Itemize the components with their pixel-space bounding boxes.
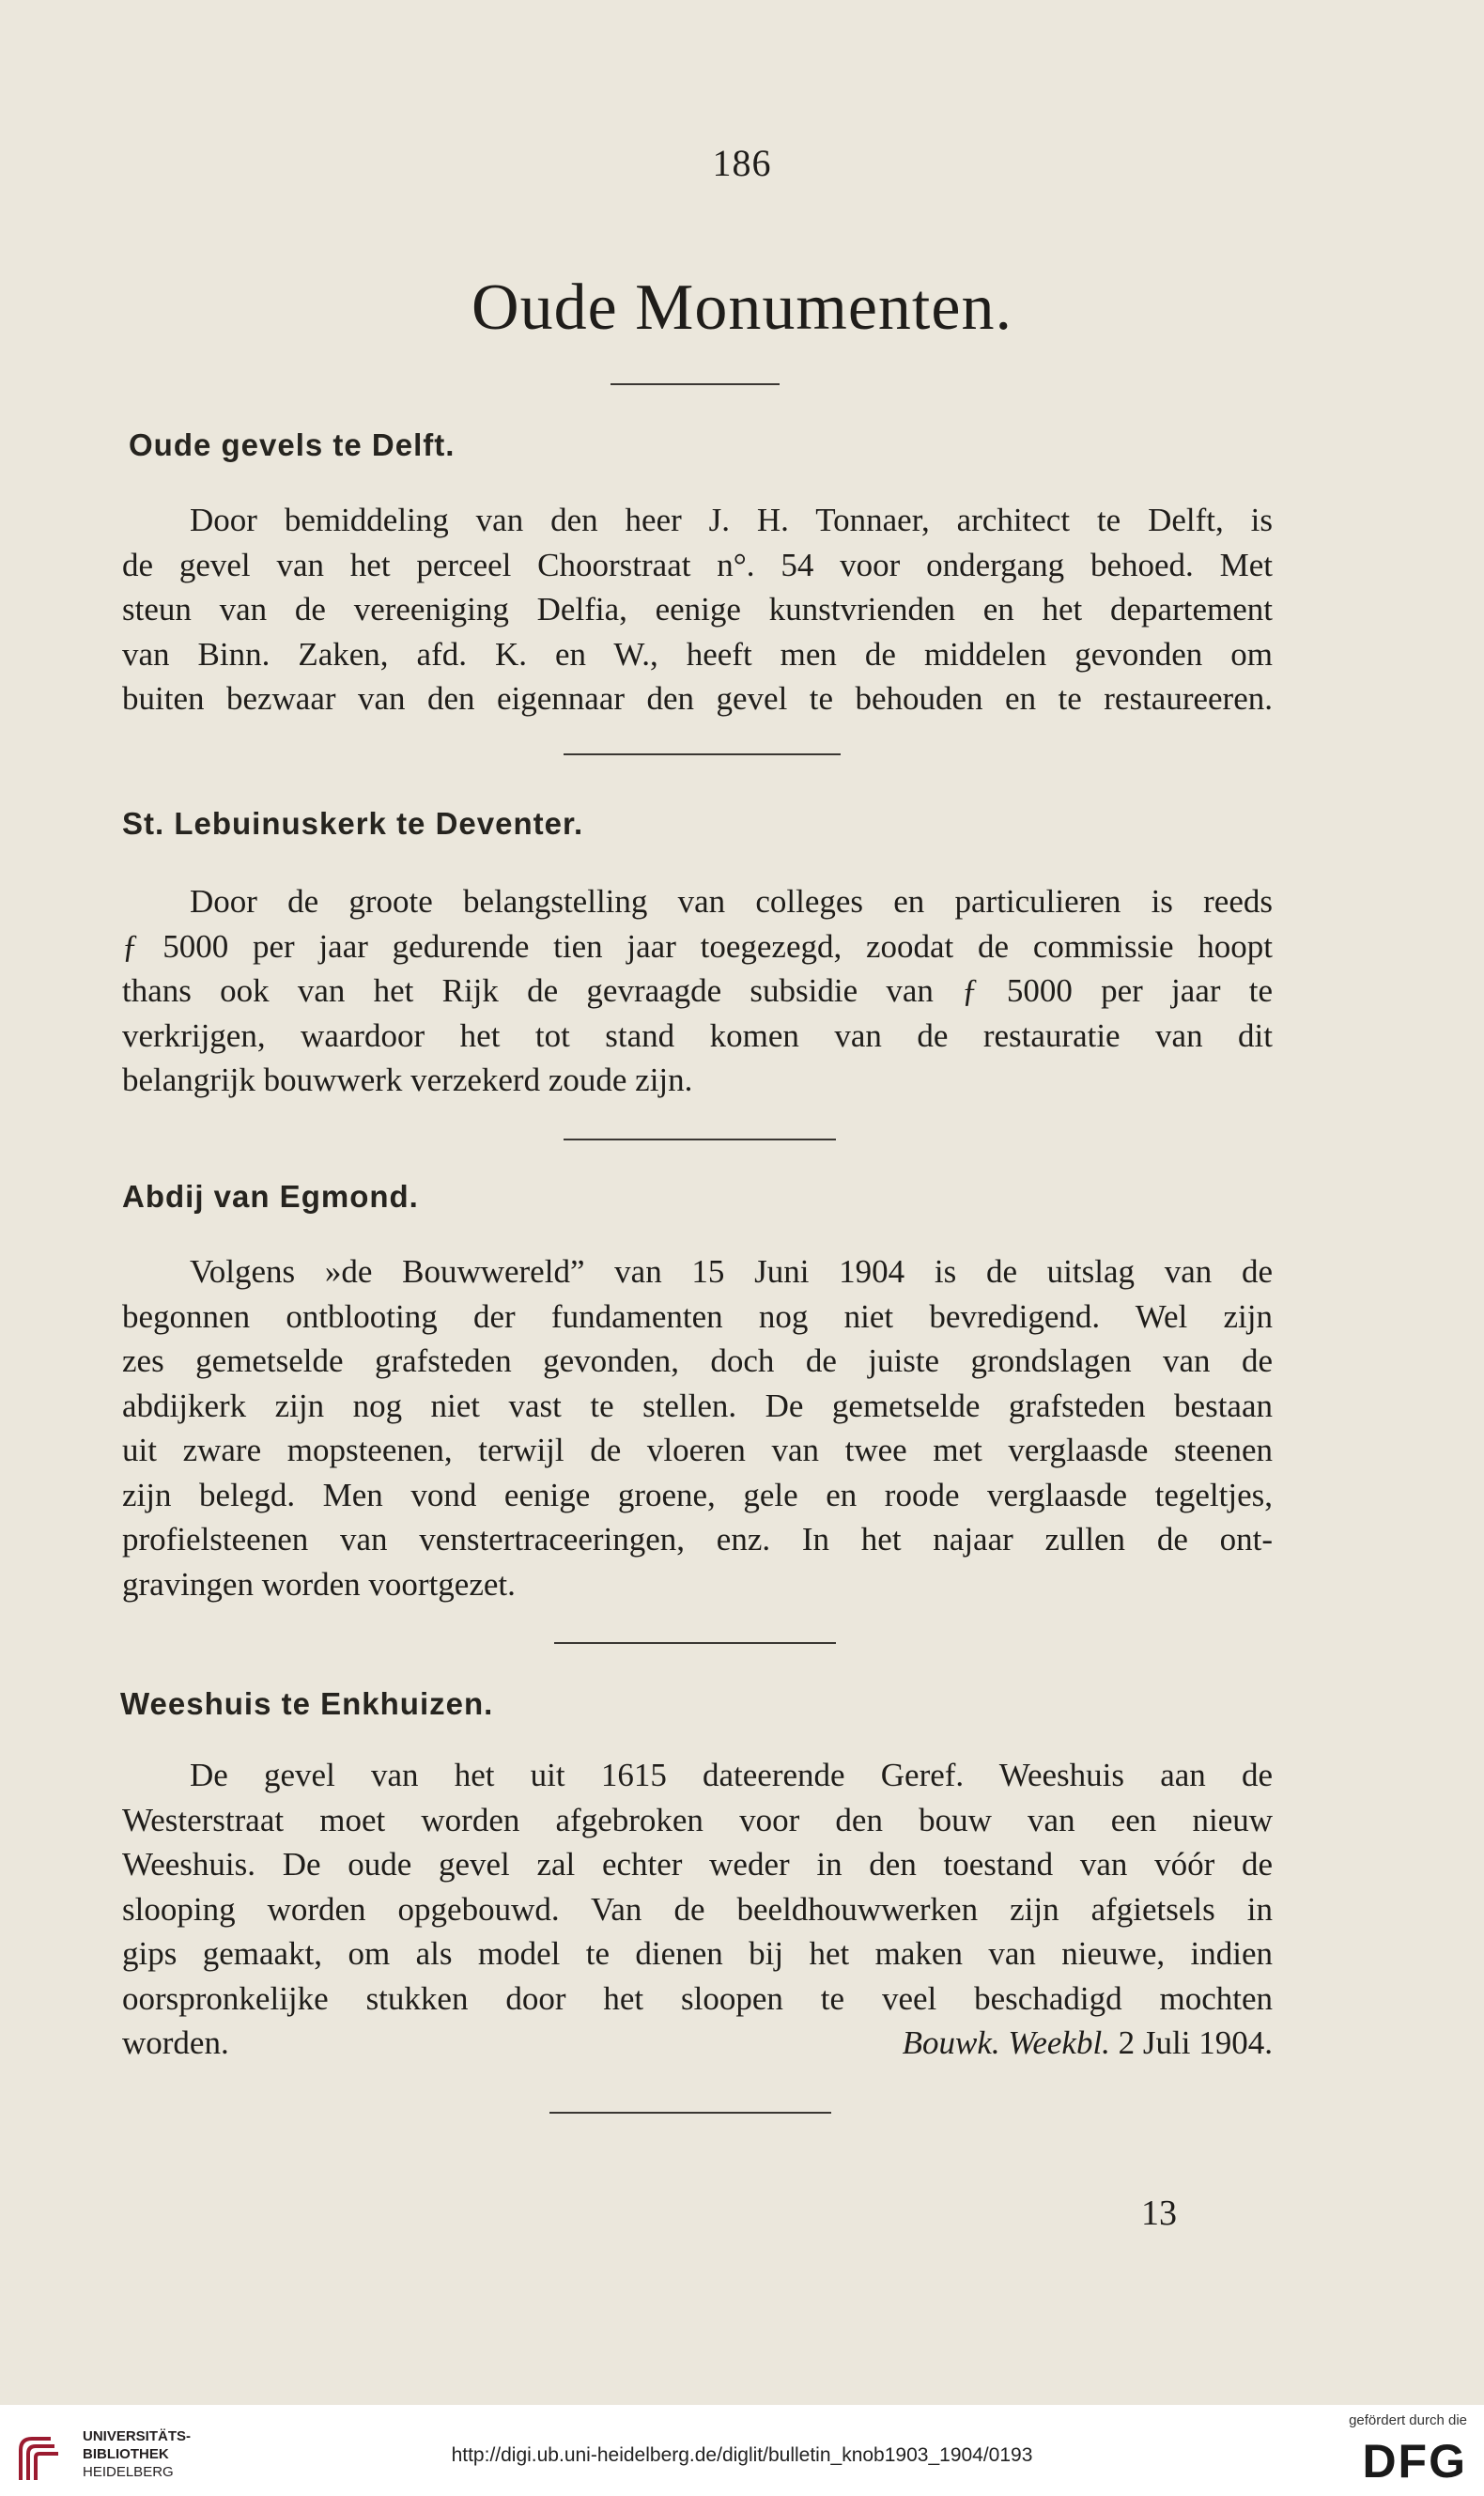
digitization-footer [0,2405,1484,2496]
text-line: gips gemaakt, om als model te dienen bij het maken van nieuwe, indien [122,1935,1273,1972]
section-divider [554,1642,836,1644]
text-line: slooping worden opgebouwd. Van de beeldhouwwerken zijn afgietsels in [122,1890,1273,1928]
text-line: van Binn. Zaken, afd. K. en W., heeft men de middelen gevonden om [122,635,1273,673]
text-line: uit zware mopsteenen, terwijl de vloeren van twee met verglaasde steenen [122,1432,1273,1468]
text-line: ƒ 5000 per jaar gedurende tien jaar toegezegd, zoodat de commissie hoopt [122,927,1273,965]
text-line: Westerstraat moet worden afgebroken voor den bouw van een nieuw [122,1801,1273,1838]
section-body-egmond [122,1249,1273,1606]
text-line: Door de groote belangstelling van colleges en particulieren is reeds [190,883,1273,920]
text-line: buiten bezwaar van den eigennaar den gevel te behouden en te restaureeren. [122,680,1273,717]
section-body-delft [122,498,1273,721]
text-line: zijn belegd. Men vond eenige groene, gele en roode verglaasde tegeltjes, [122,1476,1273,1513]
text-line: worden. [122,2024,229,2061]
text-line: Door bemiddeling van den heer J. H. Tonnaer, architect te Delft, is [190,502,1273,538]
text-line: Volgens »de Bouwwereld” van 15 Juni 1904 is de uitslag van de [190,1253,1273,1290]
text-line: zes gemetselde grafsteden gevonden, doch de juiste grondslagen van de [122,1342,1273,1379]
page-number: 186 [712,142,772,184]
library-name-line: UNIVERSITÄTS- [83,2428,192,2444]
text-line: verkrijgen, waardoor het tot stand komen van de restauratie van dit [122,1016,1273,1054]
source-italic: Bouwk. Weekbl. [902,2024,1110,2061]
section-divider [549,2112,831,2114]
source-date: 2 Juli 1904. [1118,2024,1273,2061]
permalink-url[interactable]: http://digi.ub.uni-heidelberg.de/diglit/bulletin_knob1903_1904/0193 [451,2444,1033,2466]
text-line: oorspronkelijke stukken door het sloopen te veel beschadigd mochten [122,1979,1273,2017]
signature-mark: 13 [1141,2194,1177,2233]
text-line: gravingen worden voortgezet. [122,1565,516,1603]
section-heading-delft: Oude gevels te Delft. [129,427,456,462]
dfg-logo: DFG [1362,2435,1467,2488]
text-line: Weeshuis. De oude gevel zal echter weder in den toestand van vóór de [122,1846,1273,1883]
text-line: profielsteenen van venstertraceeringen, enz. In het najaar zullen de ont- [122,1521,1273,1558]
text-line: thans ook van het Rijk de gevraagde subsidie van ƒ 5000 per jaar te [122,972,1273,1009]
section-heading-egmond: Abdij van Egmond. [122,1179,419,1214]
section-divider [564,1139,836,1140]
section-heading-deventer: St. Lebuinuskerk te Deventer. [122,806,584,841]
section-body-enkhuizen [122,1753,1273,2066]
text-line: de gevel van het perceel Choorstraat n°. 54 voor ondergang behoed. Met [122,546,1273,583]
library-name-line: HEIDELBERG [83,2464,174,2480]
funding-label: gefördert durch die [1349,2412,1467,2428]
section-heading-enkhuizen: Weeshuis te Enkhuizen. [120,1686,494,1721]
text-line: steun van de vereeniging Delfia, eenige kunstvrienden en het departement [122,591,1273,628]
library-name-line: BIBLIOTHEK [83,2446,169,2462]
page-title: Oude Monumenten. [471,271,1013,344]
text-line: De gevel van het uit 1615 dateerende Geref. Weeshuis aan de [190,1757,1273,1793]
text-line: belangrijk bouwwerk verzekerd zoude zijn. [122,1062,693,1098]
source-citation [903,2021,1273,2066]
title-divider [611,383,780,385]
section-divider [564,753,841,755]
section-body-deventer [122,879,1273,1103]
source-line [122,2021,1273,2066]
text-line: begonnen ontblooting der fundamenten nog niet bevredigend. Wel zijn [122,1297,1273,1335]
text-line: abdijkerk zijn nog niet vast te stellen. De gemetselde grafsteden bestaan [122,1387,1273,1424]
